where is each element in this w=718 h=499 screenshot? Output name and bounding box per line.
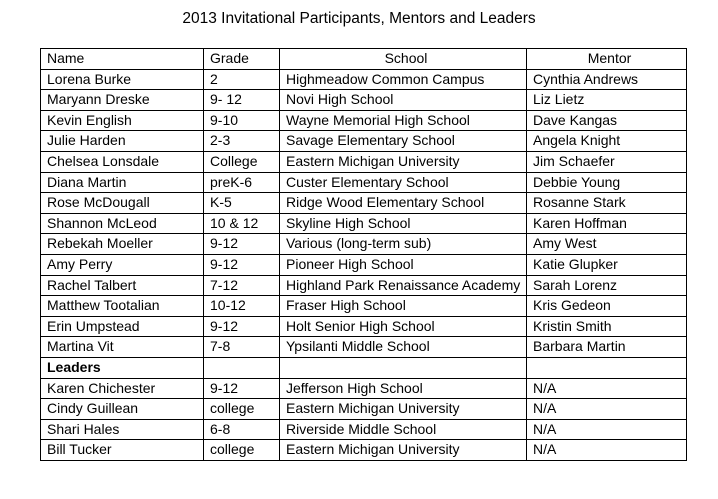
header-row [41, 49, 687, 70]
header-grade: Grade [204, 49, 280, 70]
cell-school: Riverside Middle School [280, 419, 527, 440]
cell-name: Karen Chichester [41, 378, 204, 399]
cell-mentor: Liz Lietz [527, 90, 687, 111]
cell-grade: K-5 [204, 193, 280, 214]
header-school: School [280, 49, 527, 70]
cell-grade: 2 [204, 69, 280, 90]
table-row [41, 378, 687, 399]
cell-grade: 9-12 [204, 254, 280, 275]
cell-school: Novi High School [280, 90, 527, 111]
cell-name: Rebekah Moeller [41, 234, 204, 255]
cell-school: Various (long-term sub) [280, 234, 527, 255]
cell-grade: 9-12 [204, 378, 280, 399]
cell-school: Ridge Wood Elementary School [280, 193, 527, 214]
cell-mentor: Rosanne Stark [527, 193, 687, 214]
cell-school: Wayne Memorial High School [280, 110, 527, 131]
table-row [41, 213, 687, 234]
table-row [41, 110, 687, 131]
cell-mentor: Sarah Lorenz [527, 275, 687, 296]
cell-name: Maryann Dreske [41, 90, 204, 111]
cell-grade: College [204, 151, 280, 172]
header-name: Name [41, 49, 204, 70]
cell-name: Shannon McLeod [41, 213, 204, 234]
table-row [41, 131, 687, 152]
table-row [41, 399, 687, 420]
cell-grade: 10 & 12 [204, 213, 280, 234]
cell-mentor: N/A [527, 419, 687, 440]
cell-school: Fraser High School [280, 296, 527, 317]
cell-name: Diana Martin [41, 172, 204, 193]
empty-cell [280, 357, 527, 378]
empty-cell [204, 357, 280, 378]
table-row [41, 193, 687, 214]
cell-grade: 9-12 [204, 316, 280, 337]
cell-name: Rachel Talbert [41, 275, 204, 296]
cell-school: Savage Elementary School [280, 131, 527, 152]
cell-name: Martina Vit [41, 337, 204, 358]
cell-name: Julie Harden [41, 131, 204, 152]
cell-grade: 9- 12 [204, 90, 280, 111]
cell-school: Eastern Michigan University [280, 151, 527, 172]
table-row [41, 151, 687, 172]
cell-grade: 7-8 [204, 337, 280, 358]
cell-mentor: Dave Kangas [527, 110, 687, 131]
cell-name: Chelsea Lonsdale [41, 151, 204, 172]
cell-school: Holt Senior High School [280, 316, 527, 337]
cell-name: Matthew Tootalian [41, 296, 204, 317]
cell-grade: 7-12 [204, 275, 280, 296]
table-row [41, 234, 687, 255]
table-body [41, 69, 687, 460]
cell-grade: college [204, 440, 280, 461]
participants-table [40, 48, 687, 461]
cell-name: Lorena Burke [41, 69, 204, 90]
cell-mentor: Cynthia Andrews [527, 69, 687, 90]
cell-grade: 9-12 [204, 234, 280, 255]
cell-school: Custer Elementary School [280, 172, 527, 193]
cell-name: Kevin English [41, 110, 204, 131]
table-row [41, 275, 687, 296]
cell-mentor: Amy West [527, 234, 687, 255]
cell-name: Rose McDougall [41, 193, 204, 214]
cell-grade: 6-8 [204, 419, 280, 440]
table-row [41, 254, 687, 275]
cell-mentor: Kris Gedeon [527, 296, 687, 317]
cell-school: Highmeadow Common Campus [280, 69, 527, 90]
cell-grade: 2-3 [204, 131, 280, 152]
page-title: 2013 Invitational Participants, Mentors and Leaders [182, 10, 536, 27]
cell-mentor: Angela Knight [527, 131, 687, 152]
cell-school: Jefferson High School [280, 378, 527, 399]
cell-grade: 9-10 [204, 110, 280, 131]
cell-grade: college [204, 399, 280, 420]
cell-mentor: Debbie Young [527, 172, 687, 193]
table-row [41, 419, 687, 440]
header-mentor: Mentor [527, 49, 687, 70]
cell-mentor: Kristin Smith [527, 316, 687, 337]
table-row [41, 172, 687, 193]
cell-mentor: Karen Hoffman [527, 213, 687, 234]
cell-mentor: Katie Glupker [527, 254, 687, 275]
cell-school: Eastern Michigan University [280, 440, 527, 461]
table-row [41, 337, 687, 358]
cell-name: Cindy Guillean [41, 399, 204, 420]
leaders-heading: Leaders [41, 357, 204, 378]
cell-name: Erin Umpstead [41, 316, 204, 337]
cell-mentor: N/A [527, 440, 687, 461]
cell-school: Eastern Michigan University [280, 399, 527, 420]
cell-school: Ypsilanti Middle School [280, 337, 527, 358]
table-row [41, 316, 687, 337]
cell-mentor: Jim Schaefer [527, 151, 687, 172]
cell-name: Bill Tucker [41, 440, 204, 461]
cell-school: Skyline High School [280, 213, 527, 234]
cell-mentor: Barbara Martin [527, 337, 687, 358]
table-row [41, 90, 687, 111]
cell-mentor: N/A [527, 378, 687, 399]
leaders-section-row [41, 357, 687, 378]
cell-mentor: N/A [527, 399, 687, 420]
cell-name: Shari Hales [41, 419, 204, 440]
cell-school: Pioneer High School [280, 254, 527, 275]
cell-school: Highland Park Renaissance Academy [280, 275, 527, 296]
empty-cell [527, 357, 687, 378]
table-row [41, 296, 687, 317]
cell-name: Amy Perry [41, 254, 204, 275]
table-row [41, 69, 687, 90]
table-row [41, 440, 687, 461]
cell-grade: 10-12 [204, 296, 280, 317]
cell-grade: preK-6 [204, 172, 280, 193]
